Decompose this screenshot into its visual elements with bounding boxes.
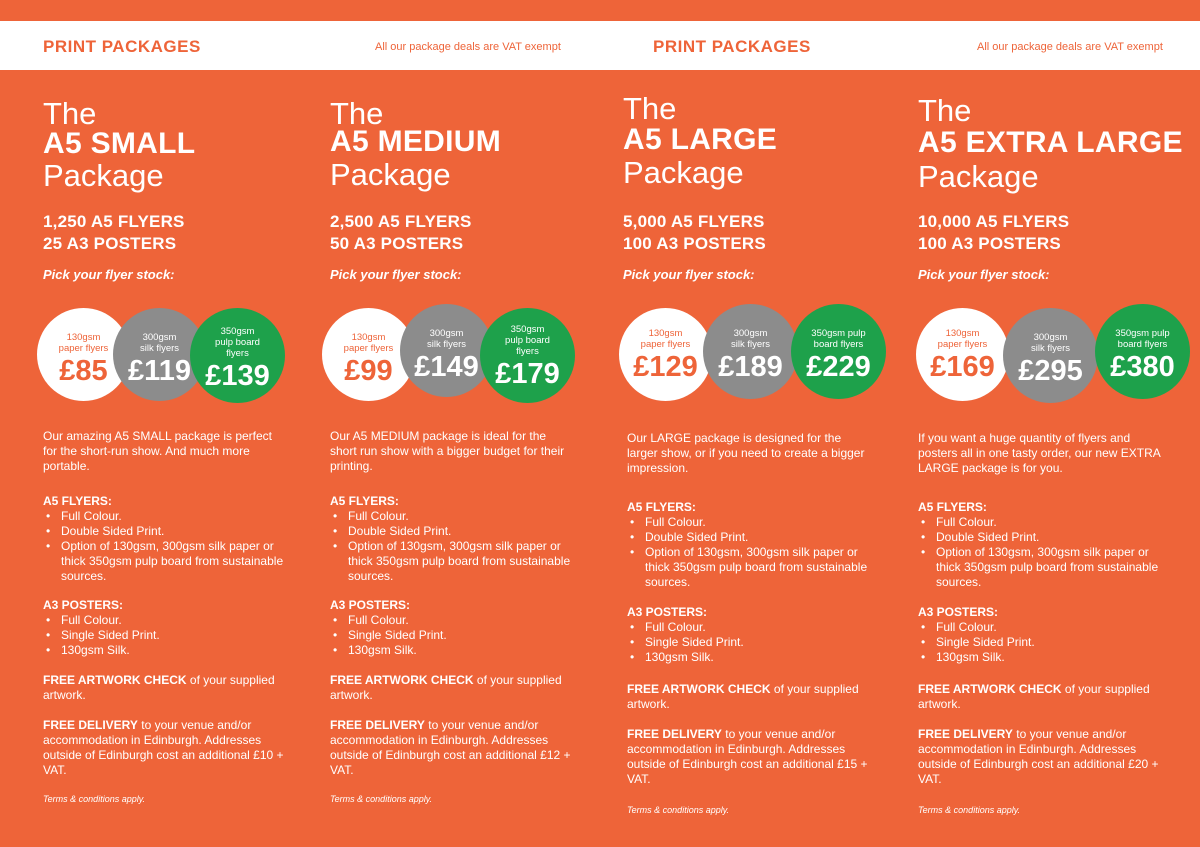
price-circle-350gsm[interactable] xyxy=(190,308,285,403)
list-item: • Full Colour. xyxy=(43,613,293,628)
delivery-bold: FREE DELIVERY xyxy=(43,718,138,732)
posters-heading: A3 POSTERS: xyxy=(918,605,999,619)
artwork-check xyxy=(43,673,293,703)
price-value: £295 xyxy=(1018,355,1083,387)
circle-label: pulp board xyxy=(215,337,260,348)
circle-label: paper flyers xyxy=(58,343,109,354)
list-item: • Full Colour. xyxy=(918,515,1168,530)
package-column-small xyxy=(43,70,333,847)
pick-stock-label: Pick your flyer stock: xyxy=(623,267,755,282)
flyers-section xyxy=(43,494,293,584)
circle-label: 300gsm xyxy=(1033,332,1068,343)
page-header xyxy=(0,21,1200,70)
price-circle-130gsm[interactable] xyxy=(619,308,712,401)
list-item: • Option of 130gsm, 300gsm silk paper or thick 350gsm pulp board from sustainable sources. xyxy=(918,545,1168,590)
title-the: The xyxy=(623,91,677,126)
price-value: £229 xyxy=(806,351,871,383)
list-item: • Double Sided Print. xyxy=(330,524,580,539)
quantity-posters: 50 A3 POSTERS xyxy=(330,234,464,253)
circle-label: 300gsm xyxy=(429,328,464,339)
list-item: • Double Sided Print. xyxy=(43,524,293,539)
package-column-large xyxy=(623,70,913,847)
header-note-left: All our package deals are VAT exempt xyxy=(375,41,561,53)
price-circle-300gsm[interactable] xyxy=(1003,308,1098,403)
circle-label: 350gsm pulp xyxy=(1115,328,1170,339)
circle-label: flyers xyxy=(226,348,249,359)
header-title-right: PRINT PACKAGES xyxy=(653,37,811,56)
free-delivery xyxy=(627,727,877,787)
delivery-text: to your venue and/or accommodation in Edinburgh. Addresses outside of Edinburgh cost an additional £12 + VAT. xyxy=(330,718,571,777)
terms-note: Terms & conditions apply. xyxy=(43,794,146,804)
terms-note: Terms & conditions apply. xyxy=(918,805,1021,815)
list-item: • 130gsm Silk. xyxy=(43,643,293,658)
price-value: £99 xyxy=(344,355,393,387)
price-circle-350gsm[interactable] xyxy=(1095,304,1190,399)
list-item: • Option of 130gsm, 300gsm silk paper or thick 350gsm pulp board from sustainable sources. xyxy=(43,539,293,584)
flyers-heading: A5 FLYERS: xyxy=(330,494,399,508)
posters-heading: A3 POSTERS: xyxy=(43,598,124,612)
quantity-flyers: 2,500 A5 FLYERS xyxy=(330,212,472,231)
free-delivery xyxy=(330,718,580,778)
title-package: Package xyxy=(330,157,451,192)
list-item: • Single Sided Print. xyxy=(918,635,1168,650)
posters-heading: A3 POSTERS: xyxy=(330,598,411,612)
list-item: • Single Sided Print. xyxy=(330,628,580,643)
circle-label: 350gsm xyxy=(510,324,545,335)
delivery-text: to your venue and/or accommodation in Edinburgh. Addresses outside of Edinburgh cost an additional £10 + VAT. xyxy=(43,718,284,777)
title-package: Package xyxy=(43,158,164,193)
list-item: • Full Colour. xyxy=(43,509,293,524)
price-value: £380 xyxy=(1110,351,1175,383)
list-item: • Full Colour. xyxy=(627,620,877,635)
flyers-heading: A5 FLYERS: xyxy=(918,500,987,514)
list-item: • 130gsm Silk. xyxy=(627,650,877,665)
title-the: The xyxy=(43,96,97,131)
flyers-section xyxy=(627,500,877,590)
posters-section xyxy=(627,605,877,665)
top-strip xyxy=(0,0,1200,21)
circle-label: silk flyers xyxy=(730,339,771,350)
artwork-check-bold: FREE ARTWORK CHECK xyxy=(627,682,771,696)
price-circle-130gsm[interactable] xyxy=(916,308,1009,401)
list-item: • Double Sided Print. xyxy=(918,530,1168,545)
list-item: • Full Colour. xyxy=(330,509,580,524)
delivery-bold: FREE DELIVERY xyxy=(627,727,722,741)
list-item: • Full Colour. xyxy=(918,620,1168,635)
pick-stock-label: Pick your flyer stock: xyxy=(330,267,462,282)
circle-label: board flyers xyxy=(813,339,864,350)
artwork-check-text: of your supplied artwork. xyxy=(918,682,1150,711)
package-description: Our LARGE package is designed for the larger show, or if you need to create a bigger impression. xyxy=(627,431,865,475)
circle-label: 130gsm xyxy=(66,332,101,343)
posters-section xyxy=(330,598,580,658)
circle-label: 130gsm xyxy=(351,332,386,343)
circle-label: paper flyers xyxy=(640,339,691,350)
price-value: £179 xyxy=(495,358,560,390)
header-title-left: PRINT PACKAGES xyxy=(43,37,201,56)
circle-label: flyers xyxy=(516,346,539,357)
artwork-check xyxy=(330,673,580,703)
circle-label: board flyers xyxy=(1117,339,1168,350)
artwork-check-text: of your supplied artwork. xyxy=(43,673,275,702)
list-item: • Option of 130gsm, 300gsm silk paper or thick 350gsm pulp board from sustainable sources. xyxy=(627,545,877,590)
price-value: £129 xyxy=(633,351,698,383)
list-item: • 130gsm Silk. xyxy=(330,643,580,658)
circle-label: 130gsm xyxy=(945,328,980,339)
price-value: £149 xyxy=(414,351,479,383)
quantity-flyers: 10,000 A5 FLYERS xyxy=(918,212,1070,231)
delivery-bold: FREE DELIVERY xyxy=(918,727,1013,741)
flyers-section xyxy=(918,500,1168,590)
header-note-right: All our package deals are VAT exempt xyxy=(977,41,1163,53)
package-description: Our amazing A5 SMALL package is perfect for the short-run show. And much more portable. xyxy=(43,429,273,473)
package-column-extra-large xyxy=(918,70,1200,847)
free-delivery xyxy=(43,718,293,778)
posters-section xyxy=(918,605,1168,665)
package-description: If you want a huge quantity of flyers and posters all in one tasty order, our new EXTRA LARGE package is for you. xyxy=(918,431,1161,475)
list-item: • Option of 130gsm, 300gsm silk paper or thick 350gsm pulp board from sustainable sources. xyxy=(330,539,580,584)
artwork-check-bold: FREE ARTWORK CHECK xyxy=(330,673,474,687)
package-name: A5 EXTRA LARGE xyxy=(918,126,1183,159)
title-the: The xyxy=(918,93,972,128)
artwork-check-bold: FREE ARTWORK CHECK xyxy=(918,682,1062,696)
circle-label: 300gsm xyxy=(142,332,177,343)
list-item: • Double Sided Print. xyxy=(627,530,877,545)
circle-label: silk flyers xyxy=(426,339,467,350)
price-value: £85 xyxy=(59,355,108,387)
list-item: • 130gsm Silk. xyxy=(918,650,1168,665)
artwork-check xyxy=(627,682,877,712)
circle-label: pulp board xyxy=(505,335,550,346)
delivery-text: to your venue and/or accommodation in Edinburgh. Addresses outside of Edinburgh cost an additional £20 + VAT. xyxy=(918,727,1159,786)
delivery-text: to your venue and/or accommodation in Edinburgh. Addresses outside of Edinburgh cost an additional £15 + VAT. xyxy=(627,727,868,786)
delivery-bold: FREE DELIVERY xyxy=(330,718,425,732)
price-value: £169 xyxy=(930,351,995,383)
free-delivery xyxy=(918,727,1168,787)
circle-label: silk flyers xyxy=(139,343,180,354)
pick-stock-label: Pick your flyer stock: xyxy=(43,267,175,282)
package-description: Our A5 MEDIUM package is ideal for the short run show with a bigger budget for their printing. xyxy=(330,429,565,473)
circle-label: paper flyers xyxy=(937,339,988,350)
artwork-check-bold: FREE ARTWORK CHECK xyxy=(43,673,187,687)
price-circle-300gsm[interactable] xyxy=(400,304,493,397)
quantity-flyers: 1,250 A5 FLYERS xyxy=(43,212,185,231)
circle-label: 350gsm pulp xyxy=(811,328,866,339)
flyers-heading: A5 FLYERS: xyxy=(43,494,112,508)
flyers-heading: A5 FLYERS: xyxy=(627,500,696,514)
price-circle-350gsm[interactable] xyxy=(480,308,575,403)
package-name: A5 SMALL xyxy=(43,127,196,160)
posters-section xyxy=(43,598,293,658)
posters-heading: A3 POSTERS: xyxy=(627,605,708,619)
title-the: The xyxy=(330,96,384,131)
artwork-check-text: of your supplied artwork. xyxy=(627,682,859,711)
title-package: Package xyxy=(623,155,744,190)
circle-label: silk flyers xyxy=(1030,343,1071,354)
quantity-posters: 100 A3 POSTERS xyxy=(918,234,1061,253)
title-package: Package xyxy=(918,159,1039,194)
terms-note: Terms & conditions apply. xyxy=(627,805,730,815)
pick-stock-label: Pick your flyer stock: xyxy=(918,267,1050,282)
list-item: • Full Colour. xyxy=(330,613,580,628)
quantity-flyers: 5,000 A5 FLYERS xyxy=(623,212,765,231)
list-item: • Single Sided Print. xyxy=(627,635,877,650)
flyers-section xyxy=(330,494,580,584)
price-circle-350gsm[interactable] xyxy=(791,304,886,399)
package-name: A5 MEDIUM xyxy=(330,125,502,158)
package-column-medium xyxy=(330,70,620,847)
terms-note: Terms & conditions apply. xyxy=(330,794,433,804)
quantity-posters: 100 A3 POSTERS xyxy=(623,234,766,253)
circle-label: 130gsm xyxy=(648,328,683,339)
circle-label: paper flyers xyxy=(343,343,394,354)
artwork-check-text: of your supplied artwork. xyxy=(330,673,562,702)
price-circle-300gsm[interactable] xyxy=(703,304,798,399)
circle-label: 300gsm xyxy=(733,328,768,339)
quantity-posters: 25 A3 POSTERS xyxy=(43,234,177,253)
list-item: • Full Colour. xyxy=(627,515,877,530)
price-value: £139 xyxy=(205,360,270,392)
package-name: A5 LARGE xyxy=(623,123,778,156)
circle-label: 350gsm xyxy=(220,326,255,337)
artwork-check xyxy=(918,682,1168,712)
price-value: £119 xyxy=(128,355,191,387)
price-value: £189 xyxy=(718,351,783,383)
list-item: • Single Sided Print. xyxy=(43,628,293,643)
